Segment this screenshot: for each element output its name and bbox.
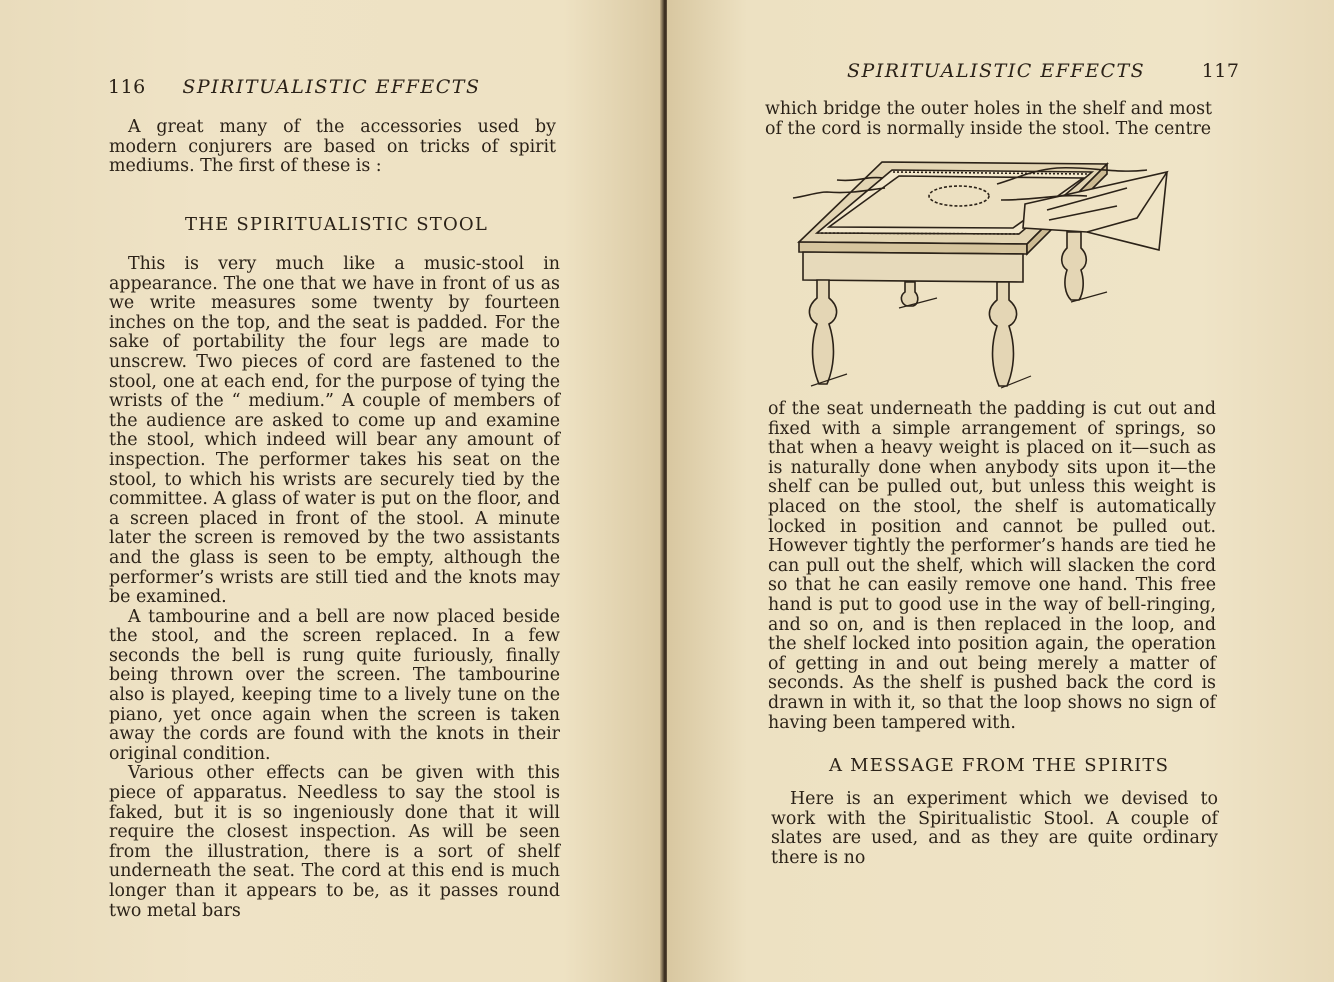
page-number: 117 xyxy=(1201,60,1240,82)
stool-with-shelf-illustration xyxy=(787,148,1197,396)
paragraph: of the seat underneath the padding is cut out and fixed with a simple arrangement of springs, so that when a heavy weight is placed on it—such as is naturally done when anybody sits upon it—the shelf can be pulled out, but unless this weight is placed on the stool, the shelf is automatically locked in position and cannot be pulled out. However tightly the performer’s hands are tied he can pull out the shelf, which will slacken the cord so that he can easily remove one hand. This free hand is put to good use in the way of bell-ringing, and so on, and is then replaced in the loop, and the shelf locked into position again, the operation of getting in and out being merely a matter of seconds. As the shelf is pushed back the cord is drawn in with it, so that the loop shows no sign of having been tampered with. xyxy=(768,399,1216,733)
paragraph: which bridge the outer holes in the shelf and most of the cord is normally inside the stool. The centre xyxy=(765,99,1212,139)
paragraph: Various other effects can be given with this piece of apparatus. Needless to say the stool is faked, but it is so ingeniously done that it will require the closest inspection. As will be seen from the illustration, there is a sort of shelf underneath the seat. The cord at this end is much longer than it appears to be, as it passes round two metal bars xyxy=(109,763,560,921)
left-running-head xyxy=(108,76,480,98)
paragraph: A tambourine and a bell are now placed beside the stool, and the screen replaced. In a few seconds the bell is rung quite furiously, finally being thrown over the screen. The tambourine also is played, keeping time to a lively tune on the piano, yet once again when the screen is taken away the cords are found with the knots in their original condition. xyxy=(109,606,560,764)
section-body-text xyxy=(771,790,1218,868)
intro-text xyxy=(109,118,556,177)
paragraph: This is very much like a music-stool in appearance. The one that we have in front of us as we write measures some twenty by fourteen inches on the top, and the seat is padded. For the sake of portability the four legs are made to unscrew. Two pieces of cord are fastened to the stool, one at each end, for the purpose of tying the wrists of the “ medium.” A couple of members of the audience are asked to come up and examine the stool, which indeed will bear any amount of inspection. The performer takes his seat on the stool, to which his wrists are securely tied by the committee. A glass of water is put on the floor, and a screen placed in front of the stool. A minute later the screen is removed by the two assistants and the glass is seen to be empty, although the performer’s wrists are still tied and the knots may be examined. xyxy=(109,254,560,608)
left-page xyxy=(0,0,663,982)
section-title: THE SPIRITUALISTIC STOOL xyxy=(185,214,489,235)
running-head-title: SPIRITUALISTIC EFFECTS xyxy=(847,60,1146,82)
running-head-title: SPIRITUALISTIC EFFECTS xyxy=(182,76,481,98)
section-title: A MESSAGE FROM THE SPIRITS xyxy=(829,755,1170,776)
explanation-text xyxy=(768,400,1216,733)
right-page xyxy=(667,0,1334,982)
right-running-head xyxy=(847,60,1239,82)
intro-paragraph: A great many of the accessories used by modern conjurers are based on tricks of spirit mediums. The first of these is : xyxy=(109,117,556,177)
body-text xyxy=(109,255,560,921)
continued-text xyxy=(765,100,1212,139)
page-number: 116 xyxy=(108,76,146,98)
paragraph: Here is an experiment which we devised to work with the Spiritualistic Stool. A couple of slates are used, and as they are quite ordinary there is no xyxy=(771,789,1218,868)
